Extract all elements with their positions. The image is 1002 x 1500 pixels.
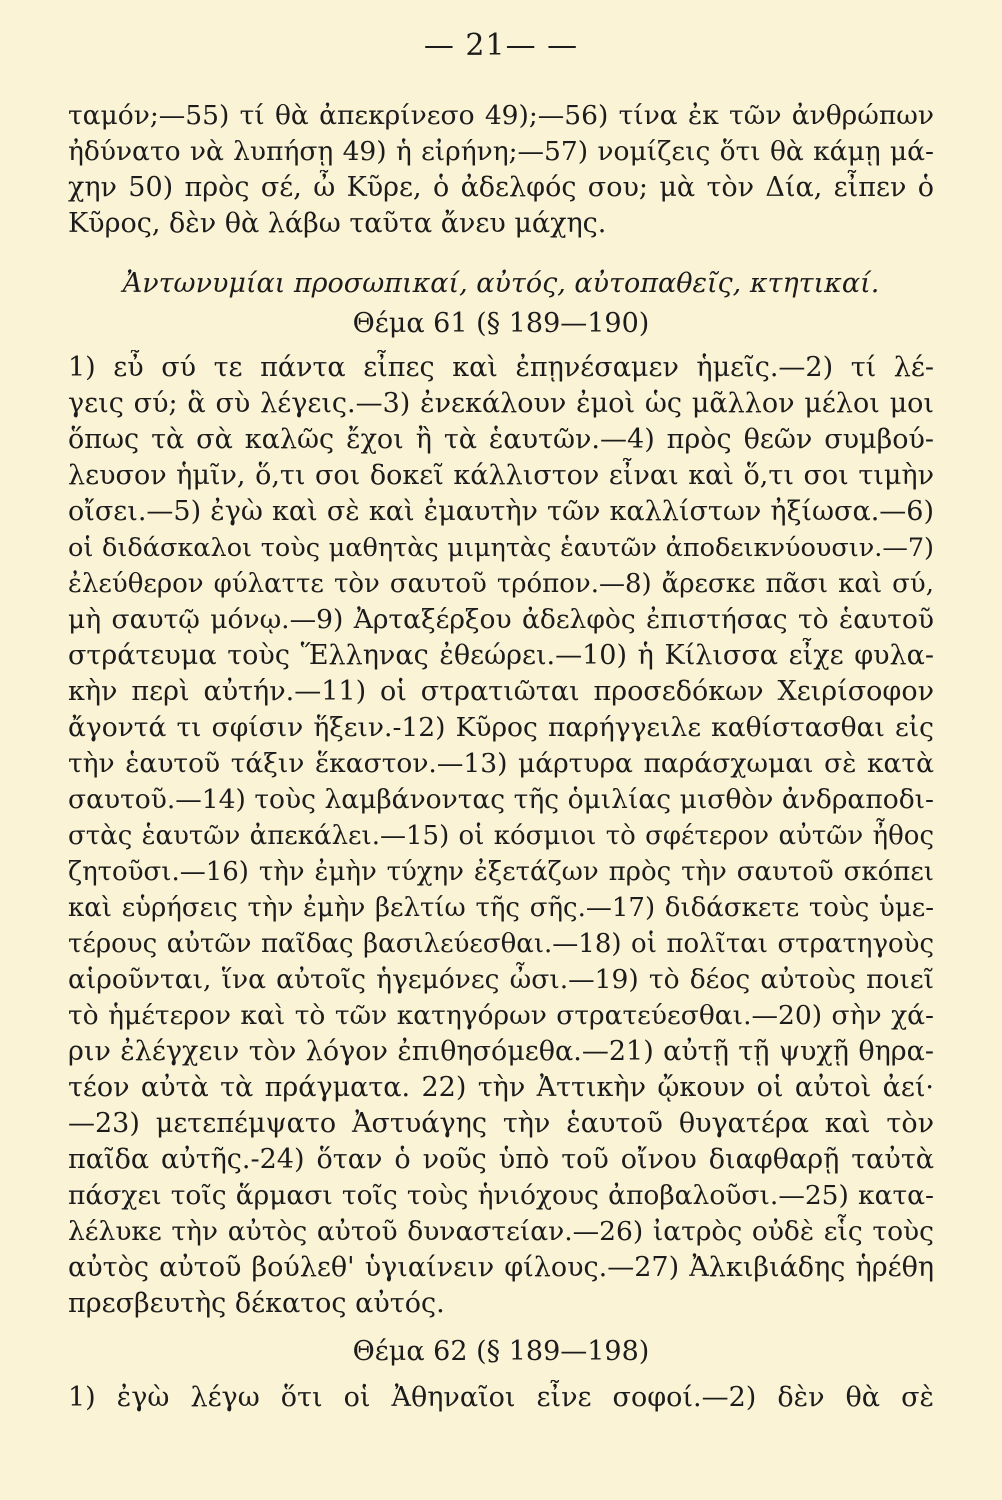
theme-61-exercises	[68, 350, 934, 1322]
text-line: αἱροῦνται, ἵνα αὐτοῖς ἡγεμόνες ὦσι.—19) τὸ δέος αὐτοὺς ποιεῖ	[68, 964, 934, 995]
text-line: Κῦρος, δὲν θὰ λάβω ταῦτα ἄνευ μάχης.	[68, 208, 607, 239]
text-line: παῖδα αὐτῆς.-24) ὅταν ὁ νοῦς ὑπὸ τοῦ οἴνου διαφθαρῇ ταὐτὰ	[68, 1144, 934, 1175]
text-line: ριν ἐλέγχειν τὸν λόγον ἐπιθησόμεθα.—21) αὐτῇ τῇ ψυχῇ θηρα-	[68, 1036, 934, 1067]
text-line: ὅπως τὰ σὰ καλῶς ἔχοι ἢ τὰ ἑαυτῶν.—4) πρὸς θεῶν συμβού-	[68, 424, 934, 455]
text-line: μὴ σαυτῷ μόνῳ.—9) Ἀρταξέρξου ἀδελφὸς ἐπιστήσας τὸ ἑαυτοῦ	[68, 604, 934, 635]
text-line: ἐλεύθερον φύλαττε τὸν σαυτοῦ τρόπον.—8) ἄρεσκε πᾶσι καὶ σύ,	[68, 569, 934, 599]
text-line: ζητοῦσι.—16) τὴν ἐμὴν τύχην ἐξετάζων πρὸς τὴν σαυτοῦ σκόπει	[68, 857, 934, 887]
text-line: —23) μετεπέμψατο Ἀστυάγης τὴν ἑαυτοῦ θυγατέρα καὶ τὸν	[68, 1108, 934, 1139]
text-line: 1) εὖ σύ τε πάντα εἶπες καὶ ἐπῃνέσαμεν ἡμεῖς.—2) τί λέ-	[68, 352, 934, 383]
text-line: στὰς ἑαυτῶν ἀπεκάλει.—15) οἱ κόσμιοι τὸ σφέτερον αὐτῶν ἦθος	[68, 821, 934, 851]
text-line: 1) ἐγὼ λέγω ὅτι οἱ Ἀθηναῖοι εἶνε σοφοί.—2) δὲν θὰ σὲ	[68, 1382, 934, 1413]
passage-continuation	[68, 98, 934, 242]
text-line: καὶ εὑρήσεις τὴν ἐμὴν βελτίω τῆς σῆς.—17) διδάσκετε τοὺς ὑμε-	[68, 893, 934, 923]
theme-62-exercises	[68, 1380, 934, 1416]
page-number: — 21— —	[423, 28, 579, 63]
text-line: λέλυκε τὴν αὐτὸς αὐτοῦ δυναστείαν.—26) ἰατρὸς οὐδὲ εἷς τοὺς	[68, 1216, 934, 1247]
text-line: γεις σύ; ἃ σὺ λέγεις.—3) ἐνεκάλουν ἐμοὶ ὡς μᾶλλον μέλοι μοι	[68, 388, 934, 419]
text-line: κὴν περὶ αὐτήν.—11) οἱ στρατιῶται προσεδόκων Χειρίσοφον	[68, 676, 934, 707]
text-line: πάσχει τοῖς ἅρμασι τοῖς τοὺς ἡνιόχους ἀποβαλοῦσι.—25) κατα-	[68, 1180, 934, 1211]
text-line: ταμόν;—55) τί θὰ ἀπεκρίνεσο 49);—56) τίνα ἐκ τῶν ἀνθρώπων	[68, 100, 934, 131]
theme-61-heading: Θέμα 61 (§ 189—190)	[352, 308, 650, 339]
text-line: χην 50) πρὸς σέ, ὦ Κῦρε, ὁ ἀδελφός σου; μὰ τὸν Δία, εἶπεν ὁ	[68, 172, 934, 203]
text-line: πρεσβευτὴς δέκατος αὐτός.	[68, 1288, 445, 1319]
text-line: τέον αὐτὰ τὰ πράγματα. 22) τὴν Ἀττικὴν ᾤκουν οἱ αὐτοὶ ἀεί·	[68, 1072, 934, 1103]
text-line: ἠδύνατο νὰ λυπήσῃ 49) ἡ εἰρήνη;—57) νομίζεις ὅτι θὰ κάμῃ μά-	[68, 136, 934, 167]
theme-62-heading: Θέμα 62 (§ 189—198)	[352, 1336, 650, 1367]
text-line: τὸ ἡμέτερον καὶ τὸ τῶν κατηγόρων στρατεύεσθαι.—20) σὴν χά-	[68, 1000, 934, 1031]
text-line: οἴσει.—5) ἐγὼ καὶ σὲ καὶ ἐμαυτὴν τῶν καλλίστων ἠξίωσα.—6)	[68, 496, 934, 527]
text-line: τέρους αὐτῶν παῖδας βασιλεύεσθαι.—18) οἱ πολῖται στρατηγοὺς	[68, 929, 934, 959]
text-line: ἄγοντά τι σφίσιν ἥξειν.-12) Κῦρος παρήγγειλε καθίστασθαι εἰς	[68, 712, 934, 743]
text-line: στράτευμα τοὺς Ἕλληνας ἐθεώρει.—10) ἡ Κίλισσα εἶχε φυλα-	[68, 640, 934, 671]
text-line: αὐτὸς αὐτοῦ βούλεθ' ὑγιαίνειν φίλους.—27) Ἀλκιβιάδης ἡρέθη	[68, 1252, 934, 1283]
text-line: σαυτοῦ.—14) τοὺς λαμβάνοντας τῆς ὁμιλίας μισθὸν ἀνδραποδι-	[68, 784, 934, 815]
text-line: λευσον ἡμῖν, ὅ,τι σοι δοκεῖ κάλλιστον εἶναι καὶ ὅ,τι σοι τιμὴν	[68, 460, 934, 491]
section-title: Ἀντωνυμίαι προσωπικαί, αὐτός, αὐτοπαθεῖς, κτητικαί.	[122, 268, 880, 299]
text-line: τὴν ἑαυτοῦ τάξιν ἕκαστον.—13) μάρτυρα παράσχωμαι σὲ κατὰ	[68, 748, 934, 779]
text-line: οἱ διδάσκαλοι τοὺς μαθητὰς μιμητὰς ἑαυτῶν ἀποδεικνύουσιν.—7)	[68, 533, 934, 563]
